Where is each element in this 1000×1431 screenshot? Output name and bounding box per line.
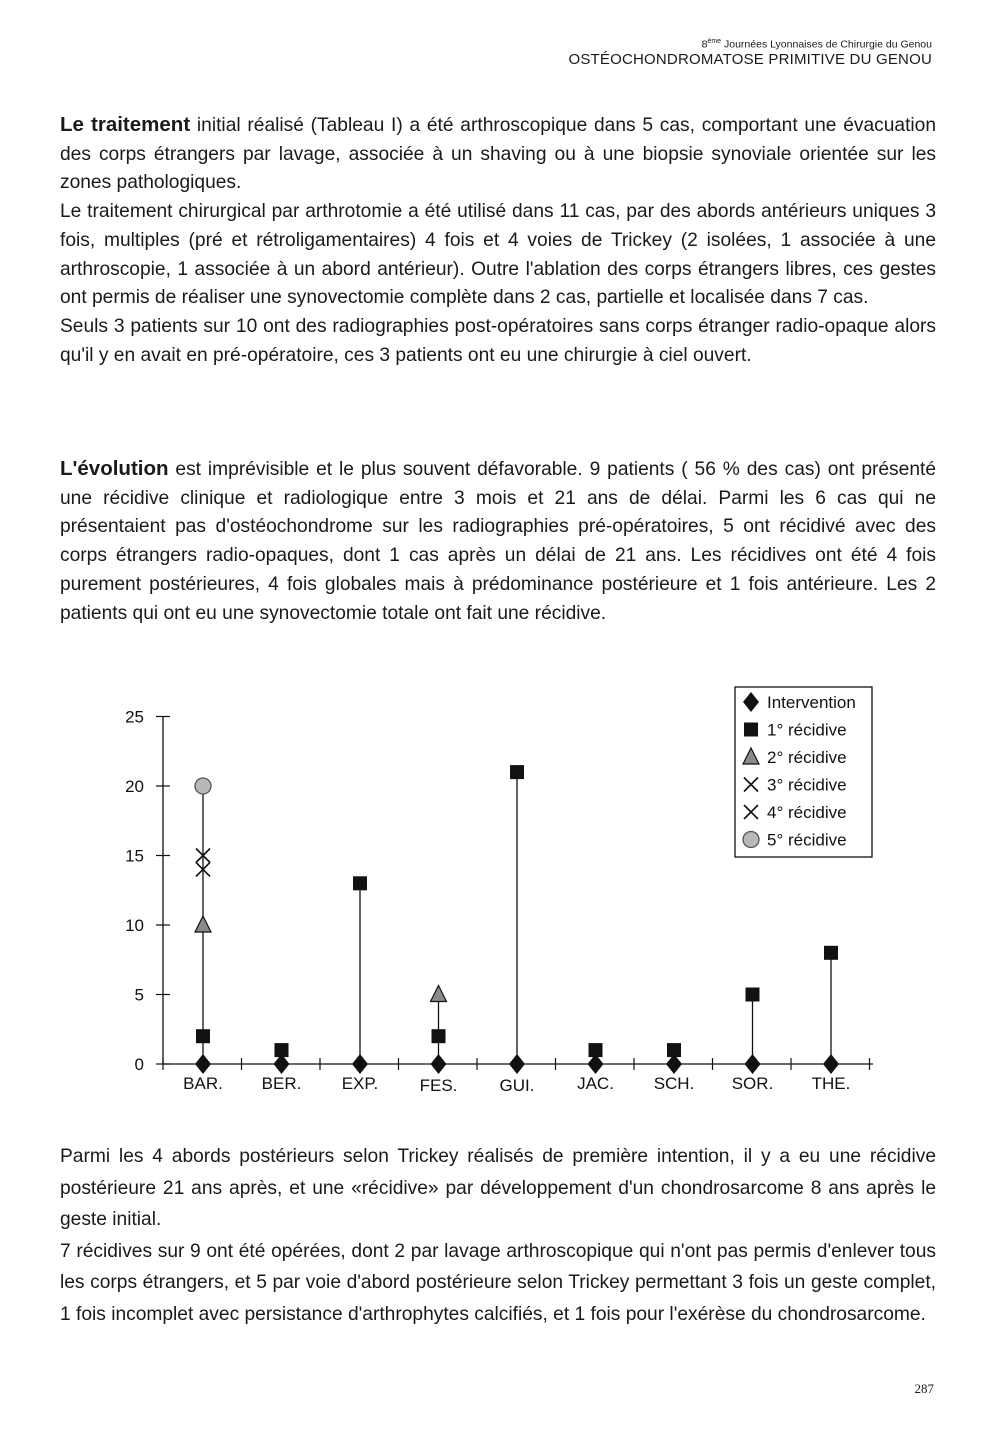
y-tick-label: 5 <box>134 985 144 1005</box>
running-header <box>568 38 932 68</box>
legend-square-icon <box>744 723 758 737</box>
x-category-label: FES. <box>419 1076 458 1095</box>
page-number: 287 <box>914 1381 934 1396</box>
x-category-label: JAC. <box>577 1074 614 1093</box>
square-marker <box>196 1029 210 1043</box>
lead-evolution: L'évolution <box>60 457 169 480</box>
diamond-marker <box>745 1054 761 1074</box>
chapter-title: OSTÉOCHONDROMATOSE PRIMITIVE DU GENOU <box>568 50 932 68</box>
legend-label: 3° récidive <box>767 775 847 795</box>
triangle-marker <box>195 916 211 932</box>
y-tick-label: 25 <box>125 707 144 727</box>
x-category-label: GUI. <box>499 1076 535 1095</box>
square-marker <box>275 1043 289 1057</box>
conference-ordinal-suffix: ème <box>707 38 722 45</box>
paragraph-traitement-1 <box>60 111 936 198</box>
conference-title <box>568 38 932 51</box>
legend-label: 4° récidive <box>767 803 847 822</box>
legend-label: Intervention <box>767 693 856 712</box>
recurrence-chart <box>0 670 1000 1120</box>
x-category-label: SOR. <box>731 1074 774 1093</box>
paragraph-evolution-1 <box>60 455 936 628</box>
y-tick-label: 10 <box>125 916 144 935</box>
square-marker <box>510 765 524 779</box>
section-evolution <box>60 455 936 628</box>
section-traitement <box>60 111 936 370</box>
lead-traitement: Le traitement <box>60 113 191 136</box>
paragraph-text: initial réalisé (Tableau I) a été arthroscopique dans 5 cas, comportant une évacuation des corps étrangers par lavage, associée à un shaving ou à une biopsie synoviale orientée sur les zones pathologiques. <box>60 115 937 194</box>
conference-ordinal: 8 <box>701 38 708 51</box>
square-marker <box>746 988 760 1002</box>
x-category-label: SCH. <box>653 1074 695 1093</box>
diamond-marker <box>431 1054 447 1074</box>
x-category-label: BER. <box>261 1074 302 1093</box>
legend-label: 2° récidive <box>767 748 847 767</box>
diamond-marker <box>509 1054 525 1074</box>
square-marker <box>432 1029 446 1043</box>
paragraph-traitement-3: Seuls 3 patients sur 10 ont des radiographies post-opératoires sans corps étranger radio-opaque alors qu'il y en avait en pré-opératoire, ces 3 patients ont eu une chirurgie à ciel ouvert. <box>60 315 936 366</box>
x-category-label: BAR. <box>183 1074 223 1093</box>
square-marker <box>667 1043 681 1057</box>
y-tick-label: 15 <box>125 846 144 866</box>
conference-name: Journées Lyonnaises de Chirurgie du Genou <box>721 38 932 51</box>
paragraph-text: est imprévisible et le plus souvent défavorable. 9 patients ( 56 % des cas) ont présenté une récidive clinique et radiologique entre 3 mois et 21 ans de délai. Parmi les 6 cas qui ne présentaient pas d'ostéochondrome sur les radiographies pré-opératoires, 5 ont récidivé avec des corps étrangers radio-opaques, dont 1 cas après un délai de 21 ans. Les récidives ont été 4 fois purement postérieures, 4 fois globales mais à prédominance postérieure et 1 fois antérieure. Les 2 patients qui ont eu une synovectomie totale ont fait une récidive. <box>60 459 936 624</box>
legend-label: 1° récidive <box>767 720 847 740</box>
square-marker <box>353 876 367 890</box>
paragraph-trickey-1: Parmi les 4 abords postérieurs selon Trickey réalisés de première intention, il y a eu une récidive postérieure 21 ans après, et une «récidive» par développement d'un chondrosarcome 8 ans après le geste initial. <box>60 1146 936 1230</box>
paragraph-trickey-2: 7 récidives sur 9 ont été opérées, dont 2 par lavage arthroscopique qui n'ont pas permis d'enlever tous les corps étrangers, et 5 par voie d'abord postérieure selon Trickey permettant 3 fois un geste complet, 1 fois incomplet avec persistance d'arthrophytes calcifiés, et 1 fois pour l'exérèse du chondrosarcome. <box>60 1240 936 1325</box>
x-category-label: EXP. <box>341 1074 379 1093</box>
square-marker <box>589 1043 603 1057</box>
legend-label: 5° récidive <box>767 830 847 850</box>
diamond-marker <box>352 1054 368 1074</box>
legend-circle-icon <box>743 832 759 848</box>
x-category-label: THE. <box>811 1074 851 1093</box>
y-tick-label: 0 <box>134 1055 144 1074</box>
paragraph-traitement-2: Le traitement chirurgical par arthrotomie a été utilisé dans 11 cas, par des abords antérieurs uniques 3 fois, multiples (pré et rétroligamentaires) 4 fois et 4 voies de Trickey (2 isolées, 1 associée à une arthroscopie, 1 associée à un abord antérieur). Outre l'ablation des corps étrangers libres, ces gestes ont permis de réaliser une synovectomie complète dans 2 cas, partielle et localisée dans 7 cas. <box>60 201 936 309</box>
square-marker <box>824 946 838 960</box>
circle-marker <box>195 778 211 794</box>
y-tick-label: 20 <box>125 777 144 796</box>
section-trickey <box>60 1141 936 1330</box>
diamond-marker <box>195 1054 211 1074</box>
diamond-marker <box>823 1054 839 1074</box>
triangle-marker <box>431 986 447 1002</box>
